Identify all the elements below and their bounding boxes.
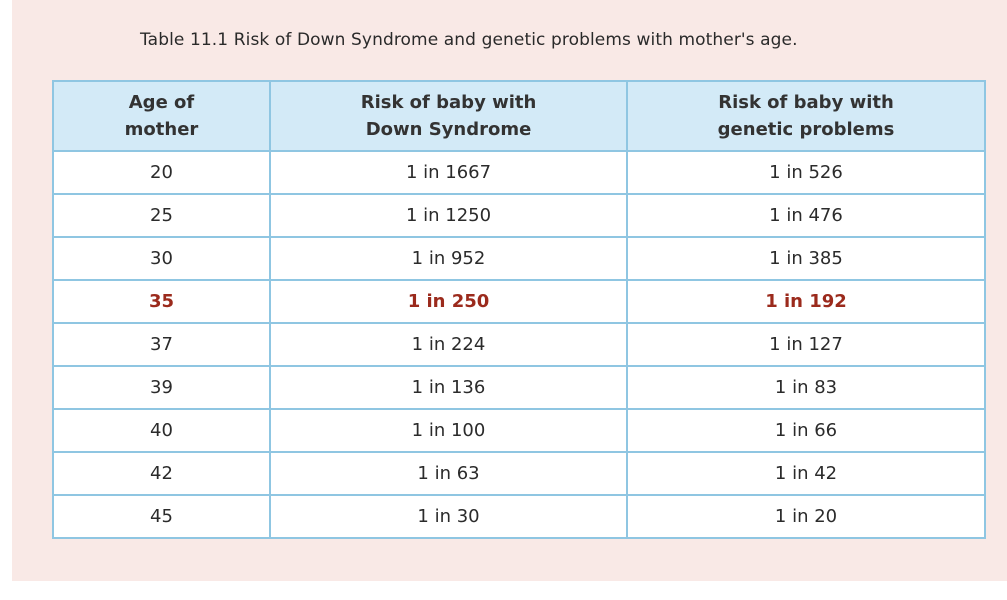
risk-table <box>52 80 986 539</box>
table-row <box>53 151 985 194</box>
cell-age: 39 <box>53 366 270 409</box>
table-row <box>53 194 985 237</box>
table-caption: Table 11.1 Risk of Down Syndrome and genetic problems with mother's age. <box>140 30 798 50</box>
cell-genetic-risk: 1 in 192 <box>627 280 985 323</box>
cell-genetic-risk: 1 in 127 <box>627 323 985 366</box>
cell-genetic-risk: 1 in 42 <box>627 452 985 495</box>
cell-age: 37 <box>53 323 270 366</box>
header-genetic-line2: genetic problems <box>717 119 895 140</box>
table-row <box>53 366 985 409</box>
table-header-row <box>53 81 985 151</box>
cell-age: 20 <box>53 151 270 194</box>
cell-age: 42 <box>53 452 270 495</box>
cell-age: 35 <box>53 280 270 323</box>
cell-genetic-risk: 1 in 20 <box>627 495 985 538</box>
cell-down-risk: 1 in 250 <box>270 280 627 323</box>
table-row <box>53 495 985 538</box>
cell-down-risk: 1 in 1250 <box>270 194 627 237</box>
cell-down-risk: 1 in 224 <box>270 323 627 366</box>
cell-down-risk: 1 in 136 <box>270 366 627 409</box>
cell-genetic-risk: 1 in 66 <box>627 409 985 452</box>
cell-age: 30 <box>53 237 270 280</box>
table-row <box>53 452 985 495</box>
cell-down-risk: 1 in 30 <box>270 495 627 538</box>
table-row <box>53 237 985 280</box>
header-genetic-problems-risk <box>627 81 985 151</box>
cell-genetic-risk: 1 in 83 <box>627 366 985 409</box>
header-down-syndrome-risk <box>270 81 627 151</box>
table-row-highlighted <box>53 280 985 323</box>
cell-genetic-risk: 1 in 385 <box>627 237 985 280</box>
cell-down-risk: 1 in 1667 <box>270 151 627 194</box>
header-age-line2: mother <box>124 119 199 140</box>
cell-down-risk: 1 in 63 <box>270 452 627 495</box>
cell-age: 40 <box>53 409 270 452</box>
cell-down-risk: 1 in 100 <box>270 409 627 452</box>
cell-age: 25 <box>53 194 270 237</box>
header-down-line2: Down Syndrome <box>365 119 532 140</box>
cell-age: 45 <box>53 495 270 538</box>
cell-genetic-risk: 1 in 476 <box>627 194 985 237</box>
cell-genetic-risk: 1 in 526 <box>627 151 985 194</box>
header-down-line1: Risk of baby with <box>360 92 537 113</box>
header-age-line1: Age of <box>128 92 195 113</box>
table-row <box>53 409 985 452</box>
table-row <box>53 323 985 366</box>
header-age-of-mother <box>53 81 270 151</box>
cell-down-risk: 1 in 952 <box>270 237 627 280</box>
header-genetic-line1: Risk of baby with <box>718 92 894 113</box>
